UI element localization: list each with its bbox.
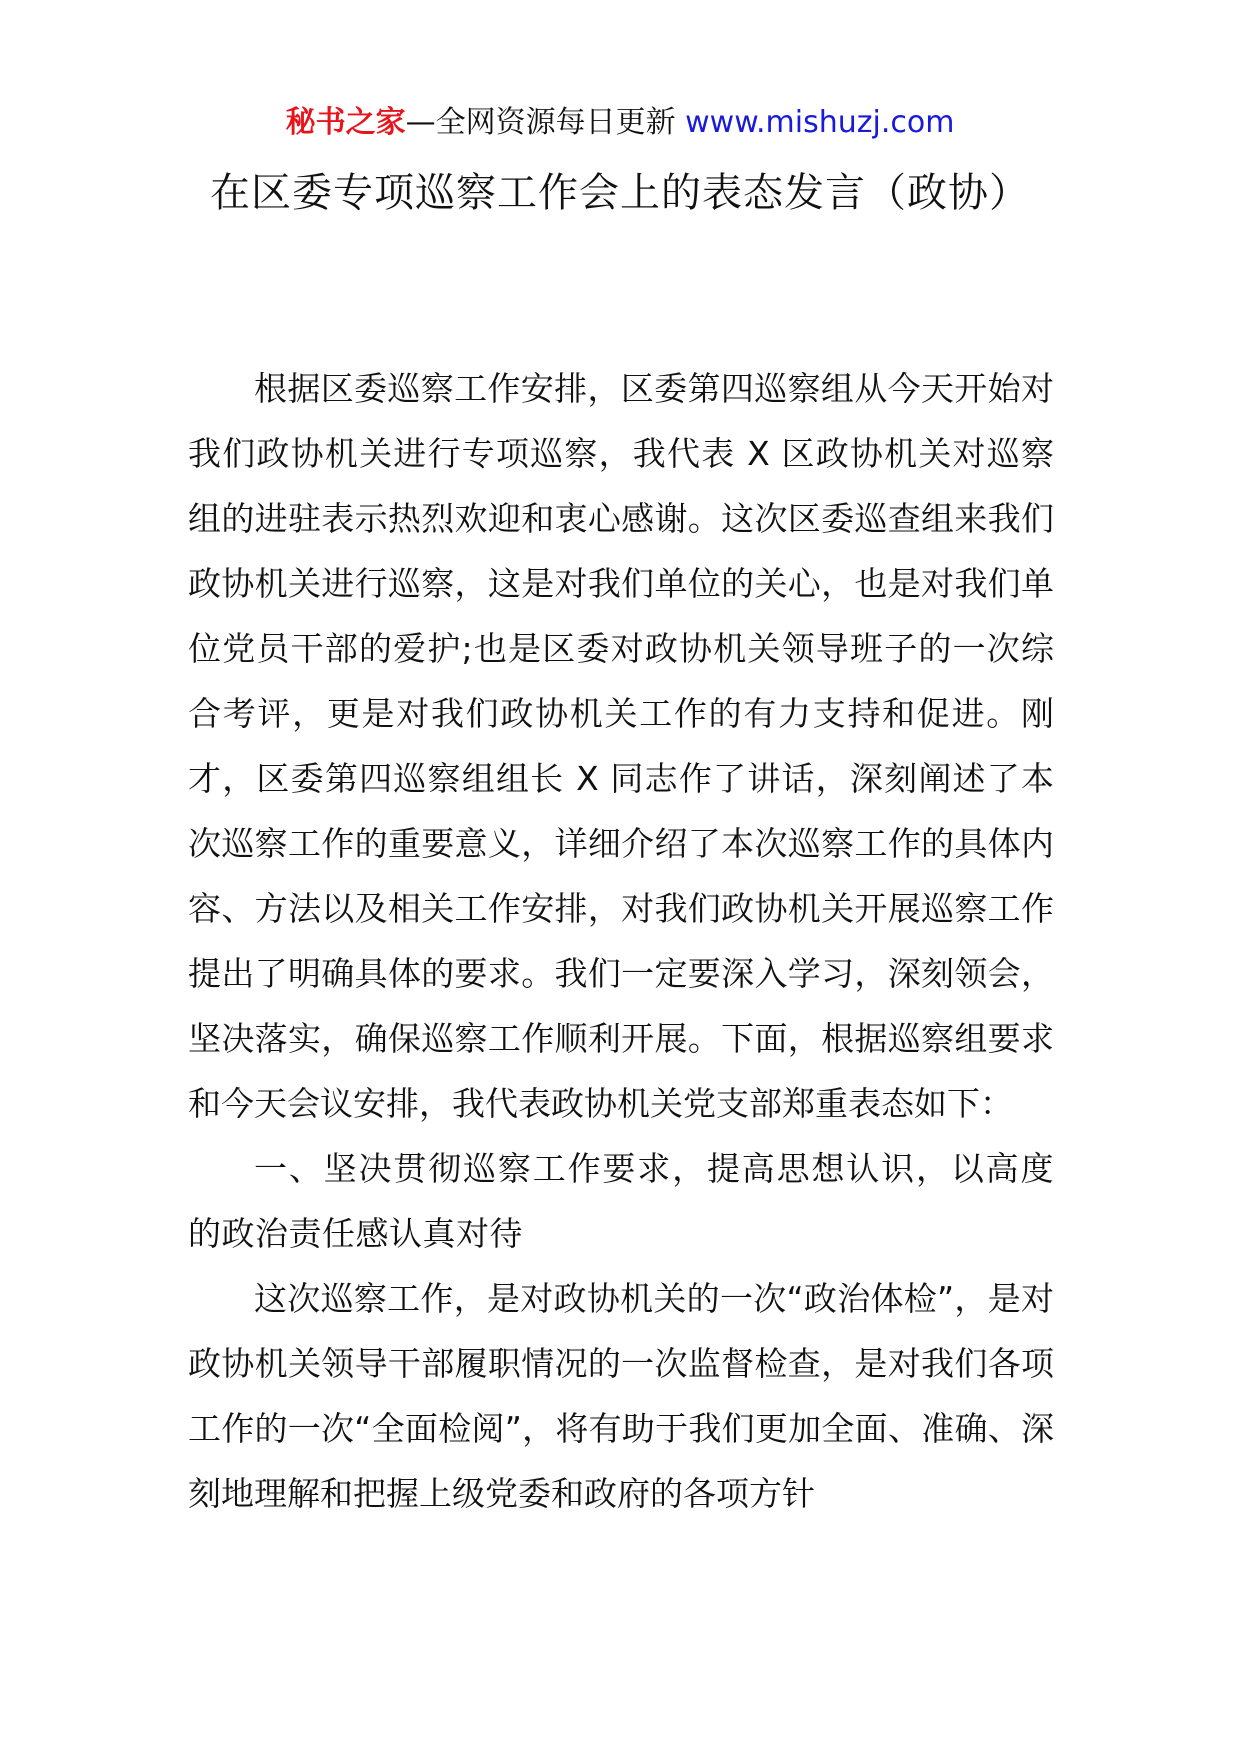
body-paragraph: 根据区委巡察工作安排，区委第四巡察组从今天开始对我们政协机关进行专项巡察，我代表 X 区政协机关对巡察组的进驻表示热烈欢迎和衷心感谢。这次区委巡查组来我们政协机关进行巡察，这是对我们单位的关心，也是对我们单位党员干部的爱护;也是区委对政协机关领导班子的一次综合考评，更是对我们政协机关工作的有力支持和促进。刚才，区委第四巡察组组长 X 同志作了讲话，深刻阐述了本次巡察工作的重要意义，详细介绍了本次巡察工作的具体内容、方法以及相关工作安排，对我们政协机关开展巡察工作提出了明确具体的要求。我们一定要深入学习，深刻领会，坚决落实，确保巡察工作顺利开展。下面，根据巡察组要求和今天会议安排，我代表政协机关党支部郑重表态如下： — [188, 369, 1054, 1123]
section-heading: 一、坚决贯彻巡察工作要求，提高思想认识，以高度的政治责任感认真对待 — [188, 1149, 1054, 1253]
site-header — [0, 100, 1240, 146]
document-title: 在区委专项巡察工作会上的表态发言（政协） — [210, 170, 1030, 216]
site-url-link[interactable]: www.mishuzj.com — [685, 105, 955, 140]
header-tagline: —全网资源每日更新 — [405, 105, 686, 140]
body-paragraph: 这次巡察工作，是对政协机关的一次“政治体检”，是对政协机关领导干部履职情况的一次监督检查，是对我们各项工作的一次“全面检阅”，将有助于我们更加全面、准确、深刻地理解和把握上级党委和政府的各项方针 — [188, 1279, 1054, 1513]
brand-name: 秘书之家 — [285, 105, 406, 140]
document-body — [188, 356, 1054, 1526]
